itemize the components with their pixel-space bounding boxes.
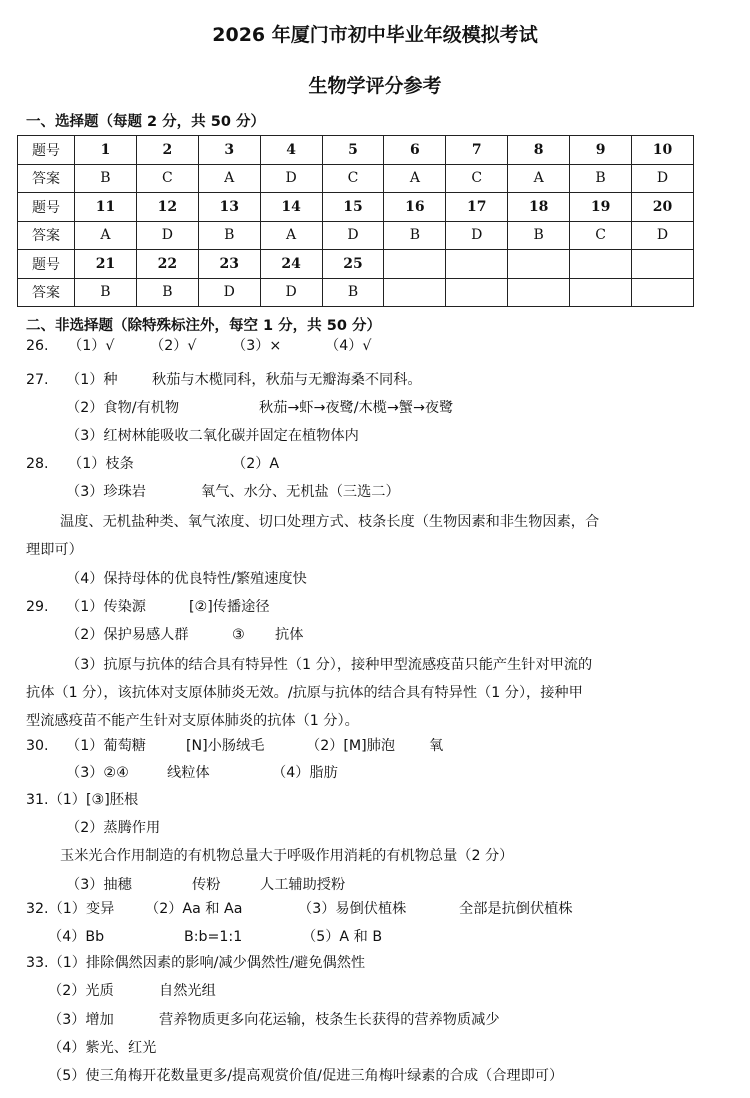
answer-line-part: （3）易倒伏植株 bbox=[298, 901, 407, 917]
row-label: 题号 bbox=[18, 193, 75, 222]
document-title: 2026 年厦门市初中毕业年级模拟考试 bbox=[212, 24, 538, 46]
answer-line-part: 抗体 bbox=[275, 627, 304, 643]
question-number-cell: 17 bbox=[446, 193, 508, 222]
answer-cell bbox=[384, 278, 446, 307]
answer-line-part: （1）枝条 bbox=[68, 456, 134, 472]
answer-line: 26. bbox=[26, 338, 49, 354]
answer-line-part: 氧气、水分、无机盐（三选二） bbox=[201, 484, 400, 500]
answer-line: （4）紫光、红光 bbox=[48, 1040, 157, 1056]
answer-cell: A bbox=[508, 164, 570, 193]
answer-cell: D bbox=[136, 221, 198, 250]
answer-cell bbox=[570, 278, 632, 307]
answer-line: 温度、无机盐种类、氧气浓度、切口处理方式、枝条长度（生物因素和非生物因素，合 bbox=[60, 514, 600, 530]
answer-line-part: （2）Aa 和 Aa bbox=[145, 901, 243, 917]
document-subtitle: 生物学评分参考 bbox=[308, 75, 442, 97]
answer-cell: A bbox=[198, 164, 260, 193]
answer-cell: C bbox=[136, 164, 198, 193]
answer-line-part: （3）× bbox=[232, 338, 282, 354]
answer-cell: A bbox=[75, 221, 137, 250]
answer-line-part: 人工辅助授粉 bbox=[260, 877, 346, 893]
answer-line-part: 线粒体 bbox=[167, 765, 210, 781]
answer-row bbox=[18, 164, 694, 193]
row-label: 题号 bbox=[18, 136, 75, 165]
answer-line: 28. bbox=[26, 456, 49, 472]
question-number-cell: 19 bbox=[570, 193, 632, 222]
question-number-cell: 3 bbox=[198, 136, 260, 165]
answer-line: 29. bbox=[26, 599, 49, 615]
answer-line-part: ③ bbox=[232, 627, 245, 643]
question-number-row bbox=[18, 136, 694, 165]
answer-cell: B bbox=[508, 221, 570, 250]
question-number-cell: 20 bbox=[632, 193, 694, 222]
answer-line: （3）红树林能吸收二氧化碳并固定在植物体内 bbox=[66, 428, 359, 444]
question-number-cell: 6 bbox=[384, 136, 446, 165]
answer-cell: B bbox=[198, 221, 260, 250]
question-number-row bbox=[18, 193, 694, 222]
question-number-cell: 13 bbox=[198, 193, 260, 222]
answer-line-part: （1）√ bbox=[68, 338, 115, 354]
answer-line-part: （4）√ bbox=[325, 338, 372, 354]
answer-line: （2）蒸腾作用 bbox=[66, 820, 161, 836]
question-number-cell: 10 bbox=[632, 136, 694, 165]
answer-line: 抗体（1 分），该抗体对支原体肺炎无效。/抗原与抗体的结合具有特异性（1 分），接种甲 bbox=[26, 685, 583, 701]
answer-cell: D bbox=[632, 164, 694, 193]
answer-cell: D bbox=[632, 221, 694, 250]
answer-cell: A bbox=[384, 164, 446, 193]
question-number-row bbox=[18, 250, 694, 279]
answer-cell bbox=[632, 278, 694, 307]
answer-line: （2）食物/有机物 bbox=[66, 400, 180, 416]
answer-cell: B bbox=[75, 278, 137, 307]
question-number-cell: 5 bbox=[322, 136, 384, 165]
answer-cell: C bbox=[322, 164, 384, 193]
answer-cell: D bbox=[260, 278, 322, 307]
answer-line: （3）抗原与抗体的结合具有特异性（1 分），接种甲型流感疫苗只能产生针对甲流的 bbox=[66, 657, 593, 673]
answer-line: （4）Bb bbox=[48, 929, 105, 945]
answer-line-part: 秋茄→虾→夜鹭/木榄→蟹→夜鹭 bbox=[259, 400, 454, 416]
question-number-cell: 15 bbox=[322, 193, 384, 222]
answer-line: （4）保持母体的优良特性/繁殖速度快 bbox=[66, 571, 307, 587]
answer-cell: A bbox=[260, 221, 322, 250]
answer-line-part: （5）A 和 B bbox=[302, 929, 383, 945]
answer-line: 27. bbox=[26, 372, 49, 388]
answer-line: （3）珍珠岩 bbox=[66, 484, 146, 500]
answer-row bbox=[18, 278, 694, 307]
answer-line-part: 氧 bbox=[429, 738, 444, 754]
answer-line-part: 传粉 bbox=[192, 877, 221, 893]
answer-cell: D bbox=[260, 164, 322, 193]
answer-line: 玉米光合作用制造的有机物总量大于呼吸作用消耗的有机物总量（2 分） bbox=[60, 848, 514, 864]
question-number-cell bbox=[632, 250, 694, 279]
question-number-cell: 1 bbox=[75, 136, 137, 165]
answer-cell: C bbox=[446, 164, 508, 193]
question-number-cell bbox=[446, 250, 508, 279]
answer-line: 30. bbox=[26, 738, 49, 754]
answer-line: 33.（1）排除偶然因素的影响/减少偶然性/避免偶然性 bbox=[26, 955, 366, 971]
question-number-cell: 11 bbox=[75, 193, 137, 222]
answer-line-part: （1）葡萄糖 bbox=[66, 738, 146, 754]
answer-cell: B bbox=[136, 278, 198, 307]
question-number-cell: 22 bbox=[136, 250, 198, 279]
answer-line-part: （4）脂肪 bbox=[272, 765, 338, 781]
question-number-cell: 2 bbox=[136, 136, 198, 165]
answer-line-part: （2）[M]肺泡 bbox=[306, 738, 396, 754]
question-number-cell bbox=[508, 250, 570, 279]
question-number-cell: 24 bbox=[260, 250, 322, 279]
row-label: 答案 bbox=[18, 278, 75, 307]
answer-cell: D bbox=[322, 221, 384, 250]
question-number-cell: 8 bbox=[508, 136, 570, 165]
answer-cell bbox=[446, 278, 508, 307]
question-number-cell: 16 bbox=[384, 193, 446, 222]
answer-line: 型流感疫苗不能产生针对支原体肺炎的抗体（1 分）。 bbox=[26, 713, 359, 729]
question-number-cell: 12 bbox=[136, 193, 198, 222]
answer-line: （3）增加 bbox=[48, 1012, 114, 1028]
answer-line: 理即可） bbox=[26, 542, 83, 558]
question-number-cell: 9 bbox=[570, 136, 632, 165]
answer-line: （3）抽穗 bbox=[66, 877, 132, 893]
answer-line-part: [N]小肠绒毛 bbox=[186, 738, 265, 754]
question-number-cell bbox=[570, 250, 632, 279]
section-heading-choice: 一、选择题（每题 2 分，共 50 分） bbox=[26, 114, 265, 130]
answer-cell: D bbox=[446, 221, 508, 250]
answer-line-part: 秋茄与木榄同科，秋茄与无瓣海桑不同科。 bbox=[152, 372, 422, 388]
answer-cell: B bbox=[322, 278, 384, 307]
answer-line-part: 营养物质更多向花运输，枝条生长获得的营养物质减少 bbox=[159, 1012, 500, 1028]
answer-line: 32.（1）变异 bbox=[26, 901, 115, 917]
answer-line: 31.（1）[③]胚根 bbox=[26, 792, 139, 808]
answer-line-part: （2）A bbox=[232, 456, 280, 472]
question-number-cell: 4 bbox=[260, 136, 322, 165]
answer-cell bbox=[508, 278, 570, 307]
section-heading-nonchoice: 二、非选择题（除特殊标注外，每空 1 分，共 50 分） bbox=[26, 318, 381, 334]
answer-line-part: （1）种 bbox=[66, 372, 118, 388]
answer-line: （2）保护易感人群 bbox=[66, 627, 189, 643]
question-number-cell: 23 bbox=[198, 250, 260, 279]
answer-line: （2）光质 bbox=[48, 983, 114, 999]
answer-cell: B bbox=[75, 164, 137, 193]
question-number-cell: 18 bbox=[508, 193, 570, 222]
answer-line-part: （2）√ bbox=[150, 338, 197, 354]
question-number-cell: 21 bbox=[75, 250, 137, 279]
answer-line: （5）使三角梅开花数量更多/提高观赏价值/促进三角梅叶绿素的合成（合理即可） bbox=[48, 1068, 564, 1084]
question-number-cell: 25 bbox=[322, 250, 384, 279]
question-number-cell: 7 bbox=[446, 136, 508, 165]
answer-table bbox=[17, 135, 694, 307]
answer-cell: C bbox=[570, 221, 632, 250]
answer-line-part: B:b=1:1 bbox=[184, 929, 243, 945]
question-number-cell: 14 bbox=[260, 193, 322, 222]
answer-cell: D bbox=[198, 278, 260, 307]
row-label: 答案 bbox=[18, 221, 75, 250]
answer-line-part: [②]传播途径 bbox=[189, 599, 270, 615]
answer-line-part: （1）传染源 bbox=[66, 599, 146, 615]
row-label: 答案 bbox=[18, 164, 75, 193]
answer-cell: B bbox=[384, 221, 446, 250]
answer-line: （3）②④ bbox=[66, 765, 129, 781]
answer-cell: B bbox=[570, 164, 632, 193]
answer-line-part: 全部是抗倒伏植株 bbox=[459, 901, 573, 917]
row-label: 题号 bbox=[18, 250, 75, 279]
question-number-cell bbox=[384, 250, 446, 279]
answer-line-part: 自然光组 bbox=[159, 983, 216, 999]
answer-row bbox=[18, 221, 694, 250]
